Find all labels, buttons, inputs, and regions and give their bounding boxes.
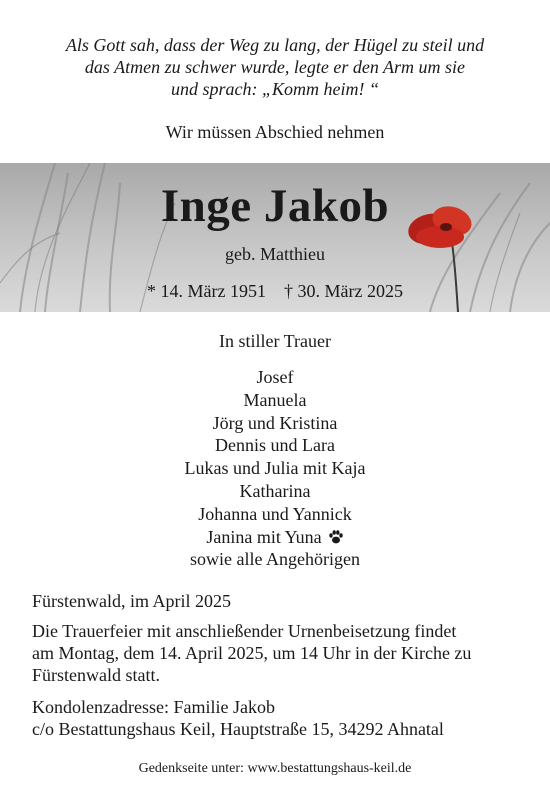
maiden-name: geb. Matthieu [225,244,325,264]
poem-line: Als Gott sah, dass der Weg zu lang, der Hügel zu steil und [65,35,485,55]
poem [0,34,550,100]
memorial-page-link: Gedenkseite unter: www.bestattungshaus-keil.de [138,761,412,776]
birth-date: * 14. März 1951 [147,281,266,301]
condolence-line: Kondolenzadresse: Familie Jakob [32,697,275,717]
paw-print-icon [328,529,344,545]
list-item: Johanna und Yannick [198,503,352,524]
list-item: Manuela [243,389,307,410]
condolence-line: c/o Bestattungshaus Keil, Hauptstraße 15, 34292 Ahnatal [32,719,444,739]
ceremony-line: am Montag, dem 14. April 2025, um 14 Uhr in der Kirche zu [32,643,472,663]
list-item: Janina mit Yuna [206,526,322,547]
list-item: Dennis und Lara [215,435,335,456]
notice-info [32,590,532,740]
death-date: † 30. März 2025 [284,281,403,301]
mourning-heading: In stiller Trauer [219,331,331,351]
farewell-heading: Wir müssen Abschied nehmen [165,122,385,142]
list-item: Lukas und Julia mit Kaja [184,458,366,479]
list-item: Josef [256,367,294,387]
ceremony-line: Die Trauerfeier mit anschließender Urnenbeisetzung findet [32,621,457,641]
deceased-name: Inge Jakob [160,180,390,232]
ceremony-notice [32,620,532,686]
poem-line: das Atmen zu schwer wurde, legte er den Arm um sie [84,57,466,77]
mourners-list [0,366,550,571]
list-item: Katharina [239,480,311,501]
poem-line: und sprach: „Komm heim! “ [170,79,379,99]
list-item: Jörg und Kristina [212,412,338,433]
condolence-address [32,696,532,740]
list-item: sowie alle Angehörigen [190,549,360,570]
list-item-with-icon [0,526,550,549]
life-dates [0,281,550,302]
ceremony-line: Fürstenwald statt. [32,665,160,685]
place-date: Fürstenwald, im April 2025 [32,591,231,611]
